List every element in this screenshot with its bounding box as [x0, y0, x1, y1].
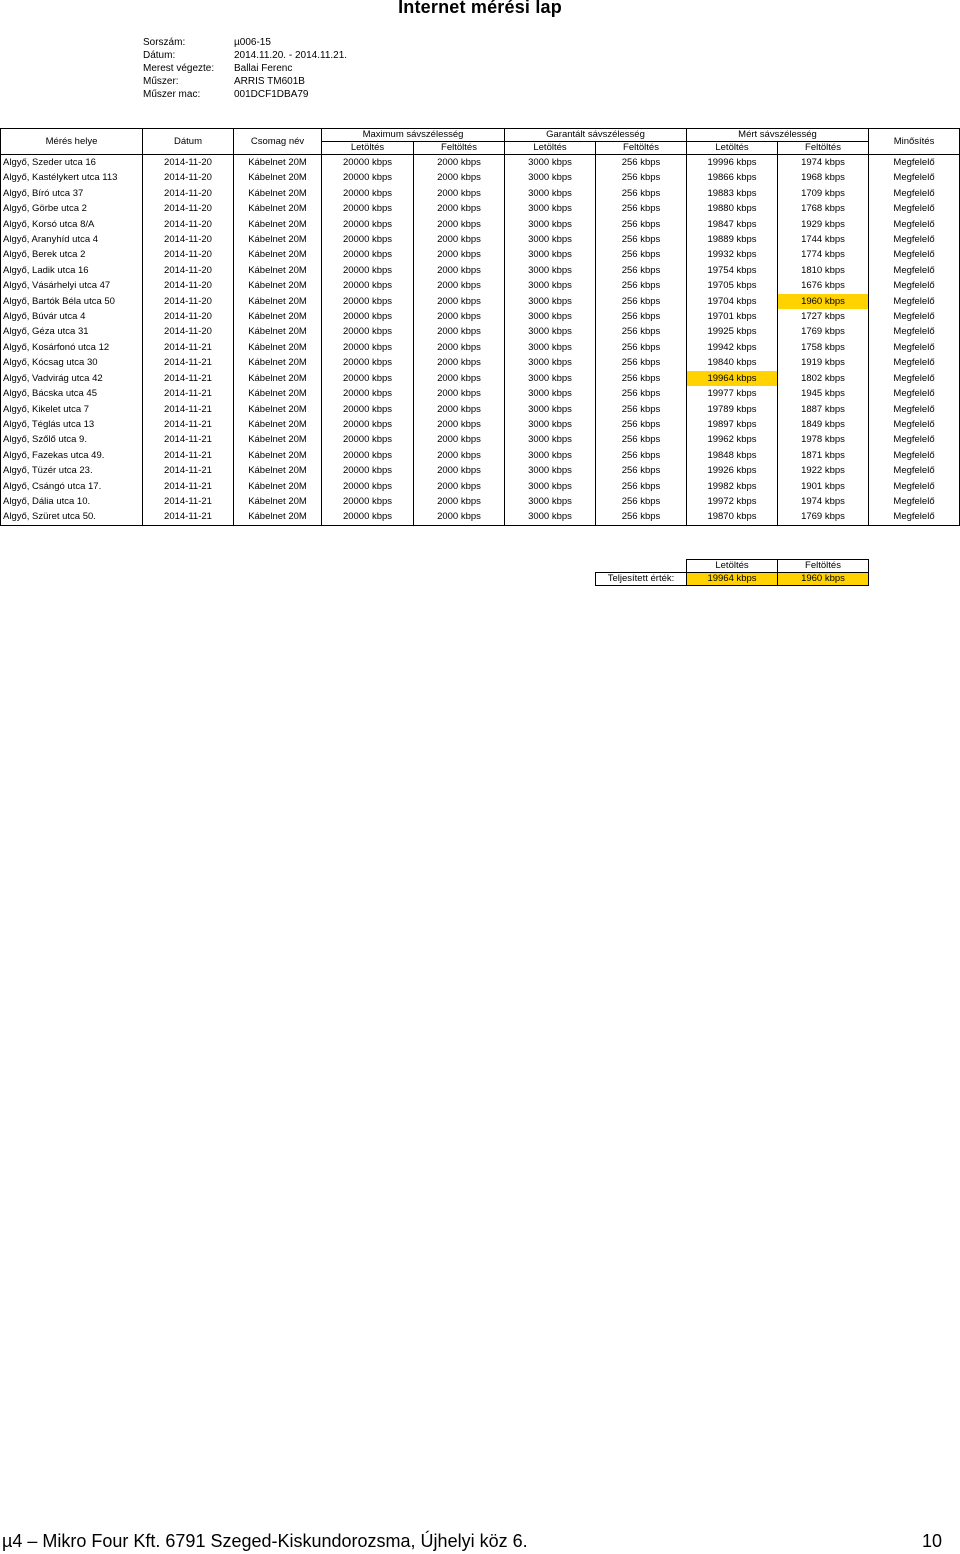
package-cell: Kábelnet 20M — [234, 432, 322, 447]
table-row — [1, 294, 960, 309]
table-row — [1, 509, 960, 525]
summary-row-label: Teljesített érték: — [596, 573, 687, 586]
table-row — [1, 247, 960, 262]
measured-upload-cell: 1709 kbps — [778, 186, 869, 201]
package-cell: Kábelnet 20M — [234, 340, 322, 355]
guaranteed-download-cell: 3000 kbps — [505, 494, 596, 509]
package-cell: Kábelnet 20M — [234, 479, 322, 494]
guaranteed-download-cell: 3000 kbps — [505, 324, 596, 339]
guaranteed-upload-cell: 256 kbps — [596, 402, 687, 417]
package-cell: Kábelnet 20M — [234, 371, 322, 386]
package-cell: Kábelnet 20M — [234, 509, 322, 525]
meta-value: Ballai Ferenc — [234, 63, 293, 74]
package-cell: Kábelnet 20M — [234, 263, 322, 278]
measured-upload-cell: 1929 kbps — [778, 217, 869, 232]
location-cell: Algyő, Búvár utca 4 — [1, 309, 143, 324]
date-cell: 2014-11-20 — [143, 294, 234, 309]
guaranteed-upload-cell: 256 kbps — [596, 494, 687, 509]
measured-download-cell: 19932 kbps — [687, 247, 778, 262]
max-download-cell: 20000 kbps — [322, 463, 414, 478]
date-cell: 2014-11-21 — [143, 509, 234, 525]
meta-value: 001DCF1DBA79 — [234, 89, 309, 100]
max-download-cell: 20000 kbps — [322, 263, 414, 278]
max-download-cell: 20000 kbps — [322, 186, 414, 201]
guaranteed-download-cell: 3000 kbps — [505, 217, 596, 232]
guaranteed-upload-cell: 256 kbps — [596, 170, 687, 185]
measured-upload-cell: 1769 kbps — [778, 324, 869, 339]
table-row — [1, 463, 960, 478]
measured-upload-cell: 1974 kbps — [778, 494, 869, 509]
max-download-cell: 20000 kbps — [322, 402, 414, 417]
max-upload-cell: 2000 kbps — [414, 371, 505, 386]
measured-upload-cell: 1978 kbps — [778, 432, 869, 447]
table-row — [1, 479, 960, 494]
summary-upload-value: 1960 kbps — [778, 573, 869, 586]
meta-value: µ006-15 — [234, 37, 271, 48]
guaranteed-download-cell: 3000 kbps — [505, 170, 596, 185]
summary-spacer — [596, 560, 687, 573]
guaranteed-download-cell: 3000 kbps — [505, 386, 596, 401]
location-cell: Algyő, Szőlő utca 9. — [1, 432, 143, 447]
measured-download-cell: 19996 kbps — [687, 155, 778, 171]
measured-download-cell: 19942 kbps — [687, 340, 778, 355]
package-cell: Kábelnet 20M — [234, 170, 322, 185]
location-cell: Algyő, Szüret utca 50. — [1, 509, 143, 525]
header-location: Mérés helye — [1, 129, 143, 155]
location-cell: Algyő, Korsó utca 8/A — [1, 217, 143, 232]
header-date: Dátum — [143, 129, 234, 155]
table-row — [1, 170, 960, 185]
rating-cell: Megfelelő — [869, 201, 960, 216]
measured-download-cell: 19704 kbps — [687, 294, 778, 309]
date-cell: 2014-11-20 — [143, 201, 234, 216]
date-cell: 2014-11-21 — [143, 371, 234, 386]
rating-cell: Megfelelő — [869, 247, 960, 262]
table-row — [1, 371, 960, 386]
measured-upload-cell: 1768 kbps — [778, 201, 869, 216]
max-download-cell: 20000 kbps — [322, 509, 414, 525]
guaranteed-upload-cell: 256 kbps — [596, 201, 687, 216]
guaranteed-upload-cell: 256 kbps — [596, 448, 687, 463]
package-cell: Kábelnet 20M — [234, 355, 322, 370]
table-row — [1, 201, 960, 216]
rating-cell: Megfelelő — [869, 448, 960, 463]
max-download-cell: 20000 kbps — [322, 232, 414, 247]
date-cell: 2014-11-20 — [143, 170, 234, 185]
max-upload-cell: 2000 kbps — [414, 278, 505, 293]
table-row — [1, 448, 960, 463]
guaranteed-upload-cell: 256 kbps — [596, 278, 687, 293]
location-cell: Algyő, Berek utca 2 — [1, 247, 143, 262]
package-cell: Kábelnet 20M — [234, 494, 322, 509]
max-download-cell: 20000 kbps — [322, 386, 414, 401]
package-cell: Kábelnet 20M — [234, 247, 322, 262]
guaranteed-download-cell: 3000 kbps — [505, 509, 596, 525]
max-upload-cell: 2000 kbps — [414, 201, 505, 216]
location-cell: Algyő, Bácska utca 45 — [1, 386, 143, 401]
location-cell: Algyő, Ladik utca 16 — [1, 263, 143, 278]
package-cell: Kábelnet 20M — [234, 402, 322, 417]
guaranteed-download-cell: 3000 kbps — [505, 479, 596, 494]
date-cell: 2014-11-20 — [143, 155, 234, 171]
measured-download-cell: 19840 kbps — [687, 355, 778, 370]
table-row — [1, 217, 960, 232]
rating-cell: Megfelelő — [869, 155, 960, 171]
max-upload-cell: 2000 kbps — [414, 355, 505, 370]
max-download-cell: 20000 kbps — [322, 294, 414, 309]
guaranteed-download-cell: 3000 kbps — [505, 448, 596, 463]
package-cell: Kábelnet 20M — [234, 232, 322, 247]
max-upload-cell: 2000 kbps — [414, 479, 505, 494]
guaranteed-upload-cell: 256 kbps — [596, 247, 687, 262]
summary-table — [595, 559, 869, 586]
measured-upload-cell: 1676 kbps — [778, 278, 869, 293]
date-cell: 2014-11-21 — [143, 494, 234, 509]
location-cell: Algyő, Csángó utca 17. — [1, 479, 143, 494]
max-upload-cell: 2000 kbps — [414, 432, 505, 447]
footer-company: µ4 – Mikro Four Kft. 6791 Szeged-Kiskundorozsma, Újhelyi köz 6. — [2, 1531, 528, 1551]
max-upload-cell: 2000 kbps — [414, 448, 505, 463]
rating-cell: Megfelelő — [869, 186, 960, 201]
table-row — [1, 155, 960, 171]
rating-cell: Megfelelő — [869, 509, 960, 525]
rating-cell: Megfelelő — [869, 386, 960, 401]
measured-download-cell: 19870 kbps — [687, 509, 778, 525]
date-cell: 2014-11-20 — [143, 278, 234, 293]
location-cell: Algyő, Téglás utca 13 — [1, 417, 143, 432]
header-rating: Minősítés — [869, 129, 960, 155]
max-download-cell: 20000 kbps — [322, 340, 414, 355]
measured-download-cell: 19866 kbps — [687, 170, 778, 185]
page-number: 10 — [921, 1531, 942, 1551]
measured-upload-cell: 1758 kbps — [778, 340, 869, 355]
table-row — [1, 278, 960, 293]
guaranteed-upload-cell: 256 kbps — [596, 417, 687, 432]
date-cell: 2014-11-21 — [143, 479, 234, 494]
max-download-cell: 20000 kbps — [322, 278, 414, 293]
date-cell: 2014-11-20 — [143, 186, 234, 201]
rating-cell: Megfelelő — [869, 432, 960, 447]
location-cell: Algyő, Bíró utca 37 — [1, 186, 143, 201]
header-guaranteed-download: Letöltés — [505, 142, 596, 155]
measured-upload-cell: 1744 kbps — [778, 232, 869, 247]
rating-cell: Megfelelő — [869, 355, 960, 370]
max-upload-cell: 2000 kbps — [414, 309, 505, 324]
location-cell: Algyő, Tüzér utca 23. — [1, 463, 143, 478]
measured-download-cell: 19880 kbps — [687, 201, 778, 216]
table-row — [1, 232, 960, 247]
measured-upload-cell: 1802 kbps — [778, 371, 869, 386]
measured-download-cell: 19925 kbps — [687, 324, 778, 339]
guaranteed-upload-cell: 256 kbps — [596, 263, 687, 278]
guaranteed-upload-cell: 256 kbps — [596, 232, 687, 247]
measured-download-cell: 19962 kbps — [687, 432, 778, 447]
guaranteed-download-cell: 3000 kbps — [505, 278, 596, 293]
location-cell: Algyő, Vadvirág utca 42 — [1, 371, 143, 386]
measured-upload-cell: 1974 kbps — [778, 155, 869, 171]
meta-value: 2014.11.20. - 2014.11.21. — [234, 50, 348, 61]
date-cell: 2014-11-21 — [143, 340, 234, 355]
date-cell: 2014-11-20 — [143, 324, 234, 339]
package-cell: Kábelnet 20M — [234, 186, 322, 201]
package-cell: Kábelnet 20M — [234, 217, 322, 232]
guaranteed-upload-cell: 256 kbps — [596, 432, 687, 447]
location-cell: Algyő, Fazekas utca 49. — [1, 448, 143, 463]
max-upload-cell: 2000 kbps — [414, 217, 505, 232]
meta-label: Műszer: — [143, 76, 179, 87]
max-download-cell: 20000 kbps — [322, 309, 414, 324]
max-download-cell: 20000 kbps — [322, 217, 414, 232]
max-download-cell: 20000 kbps — [322, 155, 414, 171]
measured-download-cell: 19701 kbps — [687, 309, 778, 324]
max-upload-cell: 2000 kbps — [414, 386, 505, 401]
max-upload-cell: 2000 kbps — [414, 463, 505, 478]
max-download-cell: 20000 kbps — [322, 355, 414, 370]
package-cell: Kábelnet 20M — [234, 324, 322, 339]
location-cell: Algyő, Aranyhíd utca 4 — [1, 232, 143, 247]
date-cell: 2014-11-20 — [143, 263, 234, 278]
guaranteed-upload-cell: 256 kbps — [596, 371, 687, 386]
measured-download-cell: 19754 kbps — [687, 263, 778, 278]
max-download-cell: 20000 kbps — [322, 417, 414, 432]
measured-download-cell: 19964 kbps — [687, 371, 778, 386]
rating-cell: Megfelelő — [869, 170, 960, 185]
measured-upload-cell: 1810 kbps — [778, 263, 869, 278]
guaranteed-upload-cell: 256 kbps — [596, 340, 687, 355]
package-cell: Kábelnet 20M — [234, 278, 322, 293]
measured-download-cell: 19789 kbps — [687, 402, 778, 417]
guaranteed-download-cell: 3000 kbps — [505, 432, 596, 447]
guaranteed-upload-cell: 256 kbps — [596, 294, 687, 309]
location-cell: Algyő, Kikelet utca 7 — [1, 402, 143, 417]
rating-cell: Megfelelő — [869, 494, 960, 509]
max-upload-cell: 2000 kbps — [414, 155, 505, 171]
table-row — [1, 309, 960, 324]
guaranteed-download-cell: 3000 kbps — [505, 201, 596, 216]
table-row — [1, 432, 960, 447]
rating-cell: Megfelelő — [869, 417, 960, 432]
location-cell: Algyő, Szeder utca 16 — [1, 155, 143, 171]
max-download-cell: 20000 kbps — [322, 371, 414, 386]
max-download-cell: 20000 kbps — [322, 494, 414, 509]
summary-download-header: Letöltés — [687, 560, 778, 573]
meta-value: ARRIS TM601B — [234, 76, 305, 87]
date-cell: 2014-11-20 — [143, 217, 234, 232]
measured-upload-cell: 1919 kbps — [778, 355, 869, 370]
guaranteed-download-cell: 3000 kbps — [505, 340, 596, 355]
rating-cell: Megfelelő — [869, 263, 960, 278]
header-measured-upload: Feltöltés — [778, 142, 869, 155]
measured-download-cell: 19897 kbps — [687, 417, 778, 432]
max-upload-cell: 2000 kbps — [414, 294, 505, 309]
page-title: Internet mérési lap — [398, 0, 562, 17]
guaranteed-download-cell: 3000 kbps — [505, 463, 596, 478]
table-row — [1, 263, 960, 278]
guaranteed-upload-cell: 256 kbps — [596, 509, 687, 525]
meta-label: Sorszám: — [143, 37, 186, 48]
guaranteed-upload-cell: 256 kbps — [596, 386, 687, 401]
location-cell: Algyő, Kastélykert utca 113 — [1, 170, 143, 185]
location-cell: Algyő, Bartók Béla utca 50 — [1, 294, 143, 309]
header-max-bandwidth: Maximum sávszélesség — [322, 129, 505, 142]
package-cell: Kábelnet 20M — [234, 201, 322, 216]
date-cell: 2014-11-20 — [143, 247, 234, 262]
table-row — [1, 186, 960, 201]
header-max-download: Letöltés — [322, 142, 414, 155]
rating-cell: Megfelelő — [869, 217, 960, 232]
guaranteed-upload-cell: 256 kbps — [596, 463, 687, 478]
measured-download-cell: 19977 kbps — [687, 386, 778, 401]
measured-download-cell: 19889 kbps — [687, 232, 778, 247]
max-download-cell: 20000 kbps — [322, 201, 414, 216]
guaranteed-upload-cell: 256 kbps — [596, 479, 687, 494]
guaranteed-download-cell: 3000 kbps — [505, 263, 596, 278]
location-cell: Algyő, Görbe utca 2 — [1, 201, 143, 216]
meta-label: Merest végezte: — [143, 63, 215, 74]
date-cell: 2014-11-21 — [143, 463, 234, 478]
location-cell: Algyő, Dália utca 10. — [1, 494, 143, 509]
package-cell: Kábelnet 20M — [234, 463, 322, 478]
guaranteed-upload-cell: 256 kbps — [596, 217, 687, 232]
date-cell: 2014-11-20 — [143, 309, 234, 324]
location-cell: Algyő, Géza utca 31 — [1, 324, 143, 339]
measured-upload-cell: 1871 kbps — [778, 448, 869, 463]
header-measured-bandwidth: Mért sávszélesség — [687, 129, 869, 142]
rating-cell: Megfelelő — [869, 402, 960, 417]
max-upload-cell: 2000 kbps — [414, 232, 505, 247]
guaranteed-download-cell: 3000 kbps — [505, 247, 596, 262]
date-cell: 2014-11-21 — [143, 417, 234, 432]
max-download-cell: 20000 kbps — [322, 247, 414, 262]
measured-download-cell: 19982 kbps — [687, 479, 778, 494]
date-cell: 2014-11-21 — [143, 432, 234, 447]
measured-upload-cell: 1774 kbps — [778, 247, 869, 262]
max-upload-cell: 2000 kbps — [414, 340, 505, 355]
guaranteed-download-cell: 3000 kbps — [505, 371, 596, 386]
rating-cell: Megfelelő — [869, 340, 960, 355]
measured-download-cell: 19972 kbps — [687, 494, 778, 509]
rating-cell: Megfelelő — [869, 371, 960, 386]
measured-upload-cell: 1769 kbps — [778, 509, 869, 525]
rating-cell: Megfelelő — [869, 479, 960, 494]
package-cell: Kábelnet 20M — [234, 155, 322, 171]
max-download-cell: 20000 kbps — [322, 170, 414, 185]
guaranteed-download-cell: 3000 kbps — [505, 155, 596, 171]
location-cell: Algyő, Vásárhelyi utca 47 — [1, 278, 143, 293]
max-upload-cell: 2000 kbps — [414, 324, 505, 339]
rating-cell: Megfelelő — [869, 463, 960, 478]
guaranteed-download-cell: 3000 kbps — [505, 294, 596, 309]
max-upload-cell: 2000 kbps — [414, 417, 505, 432]
date-cell: 2014-11-21 — [143, 448, 234, 463]
max-download-cell: 20000 kbps — [322, 479, 414, 494]
max-download-cell: 20000 kbps — [322, 324, 414, 339]
guaranteed-download-cell: 3000 kbps — [505, 186, 596, 201]
date-cell: 2014-11-21 — [143, 355, 234, 370]
header-guaranteed-bandwidth: Garantált sávszélesség — [505, 129, 687, 142]
measured-upload-cell: 1945 kbps — [778, 386, 869, 401]
header-package: Csomag név — [234, 129, 322, 155]
meta-label: Műszer mac: — [143, 89, 201, 100]
package-cell: Kábelnet 20M — [234, 386, 322, 401]
measured-download-cell: 19847 kbps — [687, 217, 778, 232]
table-row — [1, 417, 960, 432]
rating-cell: Megfelelő — [869, 309, 960, 324]
guaranteed-upload-cell: 256 kbps — [596, 324, 687, 339]
table-row — [1, 324, 960, 339]
table-row — [1, 494, 960, 509]
measured-download-cell: 19848 kbps — [687, 448, 778, 463]
measured-upload-cell: 1727 kbps — [778, 309, 869, 324]
header-max-upload: Feltöltés — [414, 142, 505, 155]
measured-upload-cell: 1901 kbps — [778, 479, 869, 494]
package-cell: Kábelnet 20M — [234, 417, 322, 432]
guaranteed-download-cell: 3000 kbps — [505, 232, 596, 247]
guaranteed-upload-cell: 256 kbps — [596, 155, 687, 171]
guaranteed-download-cell: 3000 kbps — [505, 417, 596, 432]
rating-cell: Megfelelő — [869, 278, 960, 293]
table-row — [1, 386, 960, 401]
max-upload-cell: 2000 kbps — [414, 263, 505, 278]
package-cell: Kábelnet 20M — [234, 309, 322, 324]
max-download-cell: 20000 kbps — [322, 448, 414, 463]
guaranteed-upload-cell: 256 kbps — [596, 186, 687, 201]
guaranteed-download-cell: 3000 kbps — [505, 309, 596, 324]
max-download-cell: 20000 kbps — [322, 432, 414, 447]
summary-download-value: 19964 kbps — [687, 573, 778, 586]
measured-upload-cell: 1968 kbps — [778, 170, 869, 185]
date-cell: 2014-11-21 — [143, 386, 234, 401]
measured-upload-cell: 1960 kbps — [778, 294, 869, 309]
date-cell: 2014-11-20 — [143, 232, 234, 247]
measurement-rows — [1, 155, 960, 526]
max-upload-cell: 2000 kbps — [414, 402, 505, 417]
measurement-table — [0, 128, 960, 526]
rating-cell: Megfelelő — [869, 232, 960, 247]
measured-download-cell: 19926 kbps — [687, 463, 778, 478]
guaranteed-download-cell: 3000 kbps — [505, 355, 596, 370]
max-upload-cell: 2000 kbps — [414, 509, 505, 525]
measured-download-cell: 19705 kbps — [687, 278, 778, 293]
package-cell: Kábelnet 20M — [234, 294, 322, 309]
header-measured-download: Letöltés — [687, 142, 778, 155]
measured-upload-cell: 1922 kbps — [778, 463, 869, 478]
header-guaranteed-upload: Feltöltés — [596, 142, 687, 155]
guaranteed-upload-cell: 256 kbps — [596, 309, 687, 324]
summary-upload-header: Feltöltés — [778, 560, 869, 573]
max-upload-cell: 2000 kbps — [414, 494, 505, 509]
location-cell: Algyő, Kócsag utca 30 — [1, 355, 143, 370]
rating-cell: Megfelelő — [869, 324, 960, 339]
table-row — [1, 340, 960, 355]
max-upload-cell: 2000 kbps — [414, 247, 505, 262]
max-upload-cell: 2000 kbps — [414, 170, 505, 185]
table-row — [1, 402, 960, 417]
rating-cell: Megfelelő — [869, 294, 960, 309]
max-upload-cell: 2000 kbps — [414, 186, 505, 201]
meta-label: Dátum: — [143, 50, 176, 61]
measured-download-cell: 19883 kbps — [687, 186, 778, 201]
measured-upload-cell: 1887 kbps — [778, 402, 869, 417]
location-cell: Algyő, Kosárfonó utca 12 — [1, 340, 143, 355]
table-row — [1, 355, 960, 370]
date-cell: 2014-11-21 — [143, 402, 234, 417]
guaranteed-download-cell: 3000 kbps — [505, 402, 596, 417]
guaranteed-upload-cell: 256 kbps — [596, 355, 687, 370]
package-cell: Kábelnet 20M — [234, 448, 322, 463]
measured-upload-cell: 1849 kbps — [778, 417, 869, 432]
